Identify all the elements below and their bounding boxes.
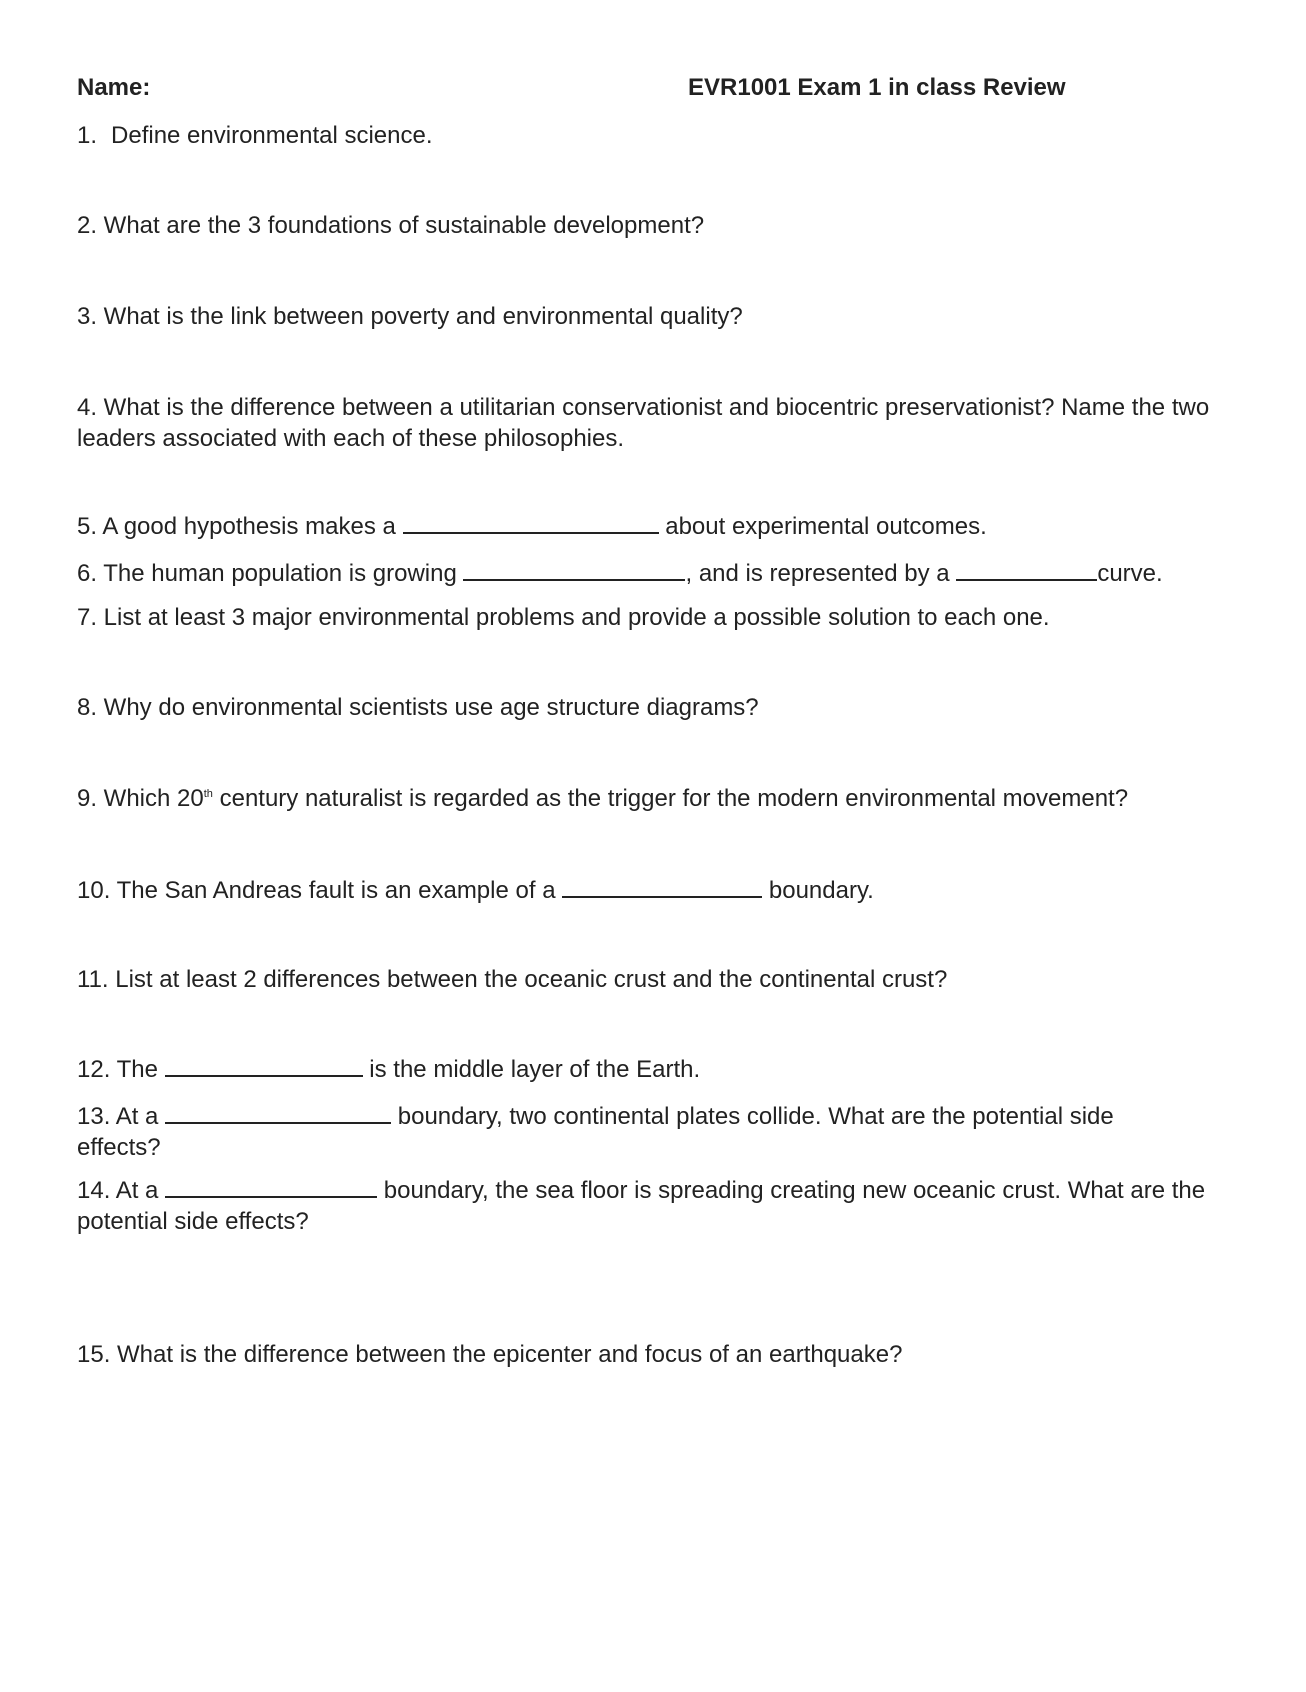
question-text-after: is the middle layer of the Earth. [362,1056,701,1083]
question-14 [77,1174,1227,1237]
question-text-before: 13. At a [77,1103,166,1130]
document-title: EVR1001 Exam 1 in class Review [688,74,1066,101]
question-text: 2. What are the 3 foundations of sustainable development? [77,212,705,239]
question-text: 3. What is the link between poverty and environmental quality? [77,303,743,330]
question-10 [77,874,1227,906]
question-text-after: boundary, the sea floor is spreading creating new oceanic crust. What are the potential side effects? [77,1177,1206,1235]
question-text: 8. Why do environmental scientists use age structure diagrams? [77,694,759,721]
question-13 [77,1100,1177,1163]
question-text: Define environmental science. [111,122,433,149]
question-1 [77,120,1227,151]
answer-blank[interactable] [562,874,762,898]
question-4 [77,392,1217,454]
name-label: Name: [77,74,151,101]
question-7 [77,602,1227,633]
question-15 [77,1339,1227,1370]
question-text-before: 6. The human population is growing [77,560,464,587]
document-header [77,74,1227,108]
answer-blank[interactable] [165,1053,363,1077]
question-number: 1. [77,122,98,149]
answer-blank[interactable] [956,557,1097,581]
answer-blank[interactable] [165,1100,391,1124]
answer-blank[interactable] [403,510,659,534]
question-text: 15. What is the difference between the epicenter and focus of an earthquake? [77,1341,903,1368]
answer-blank[interactable] [165,1174,377,1198]
question-11 [77,964,1227,995]
question-text: 4. What is the difference between a utilitarian conservationist and biocentric preservationist? Name the two leaders associated with each of these philosophies. [77,394,1210,452]
question-text-after: boundary. [762,877,874,904]
question-5 [77,510,1227,542]
answer-blank[interactable] [463,557,685,581]
question-text-before: 12. The [77,1056,165,1083]
superscript-th: th [203,788,213,800]
question-text-after: curve. [1097,560,1163,587]
question-12 [77,1053,1227,1085]
question-text: 11. List at least 2 differences between the oceanic crust and the continental crust? [77,966,948,993]
question-9 [77,783,1227,814]
question-text-before: 10. The San Andreas fault is an example of a [77,877,563,904]
question-text-after: about experimental outcomes. [658,513,987,540]
question-text-before: 14. At a [77,1177,166,1204]
question-text-after: century naturalist is regarded as the trigger for the modern environmental movement? [212,785,1129,812]
question-3 [77,301,1227,332]
question-text-after: boundary, two continental plates collide. What are the potential side effects? [77,1103,1114,1161]
question-text-before: 5. A good hypothesis makes a [77,513,403,540]
question-6 [77,557,1227,589]
question-text-before: 9. Which 20 [77,785,204,812]
question-text: 7. List at least 3 major environmental problems and provide a possible solution to each one. [77,604,1050,631]
question-2 [77,210,1227,241]
question-8 [77,692,1227,723]
question-text-middle: , and is represented by a [685,560,957,587]
